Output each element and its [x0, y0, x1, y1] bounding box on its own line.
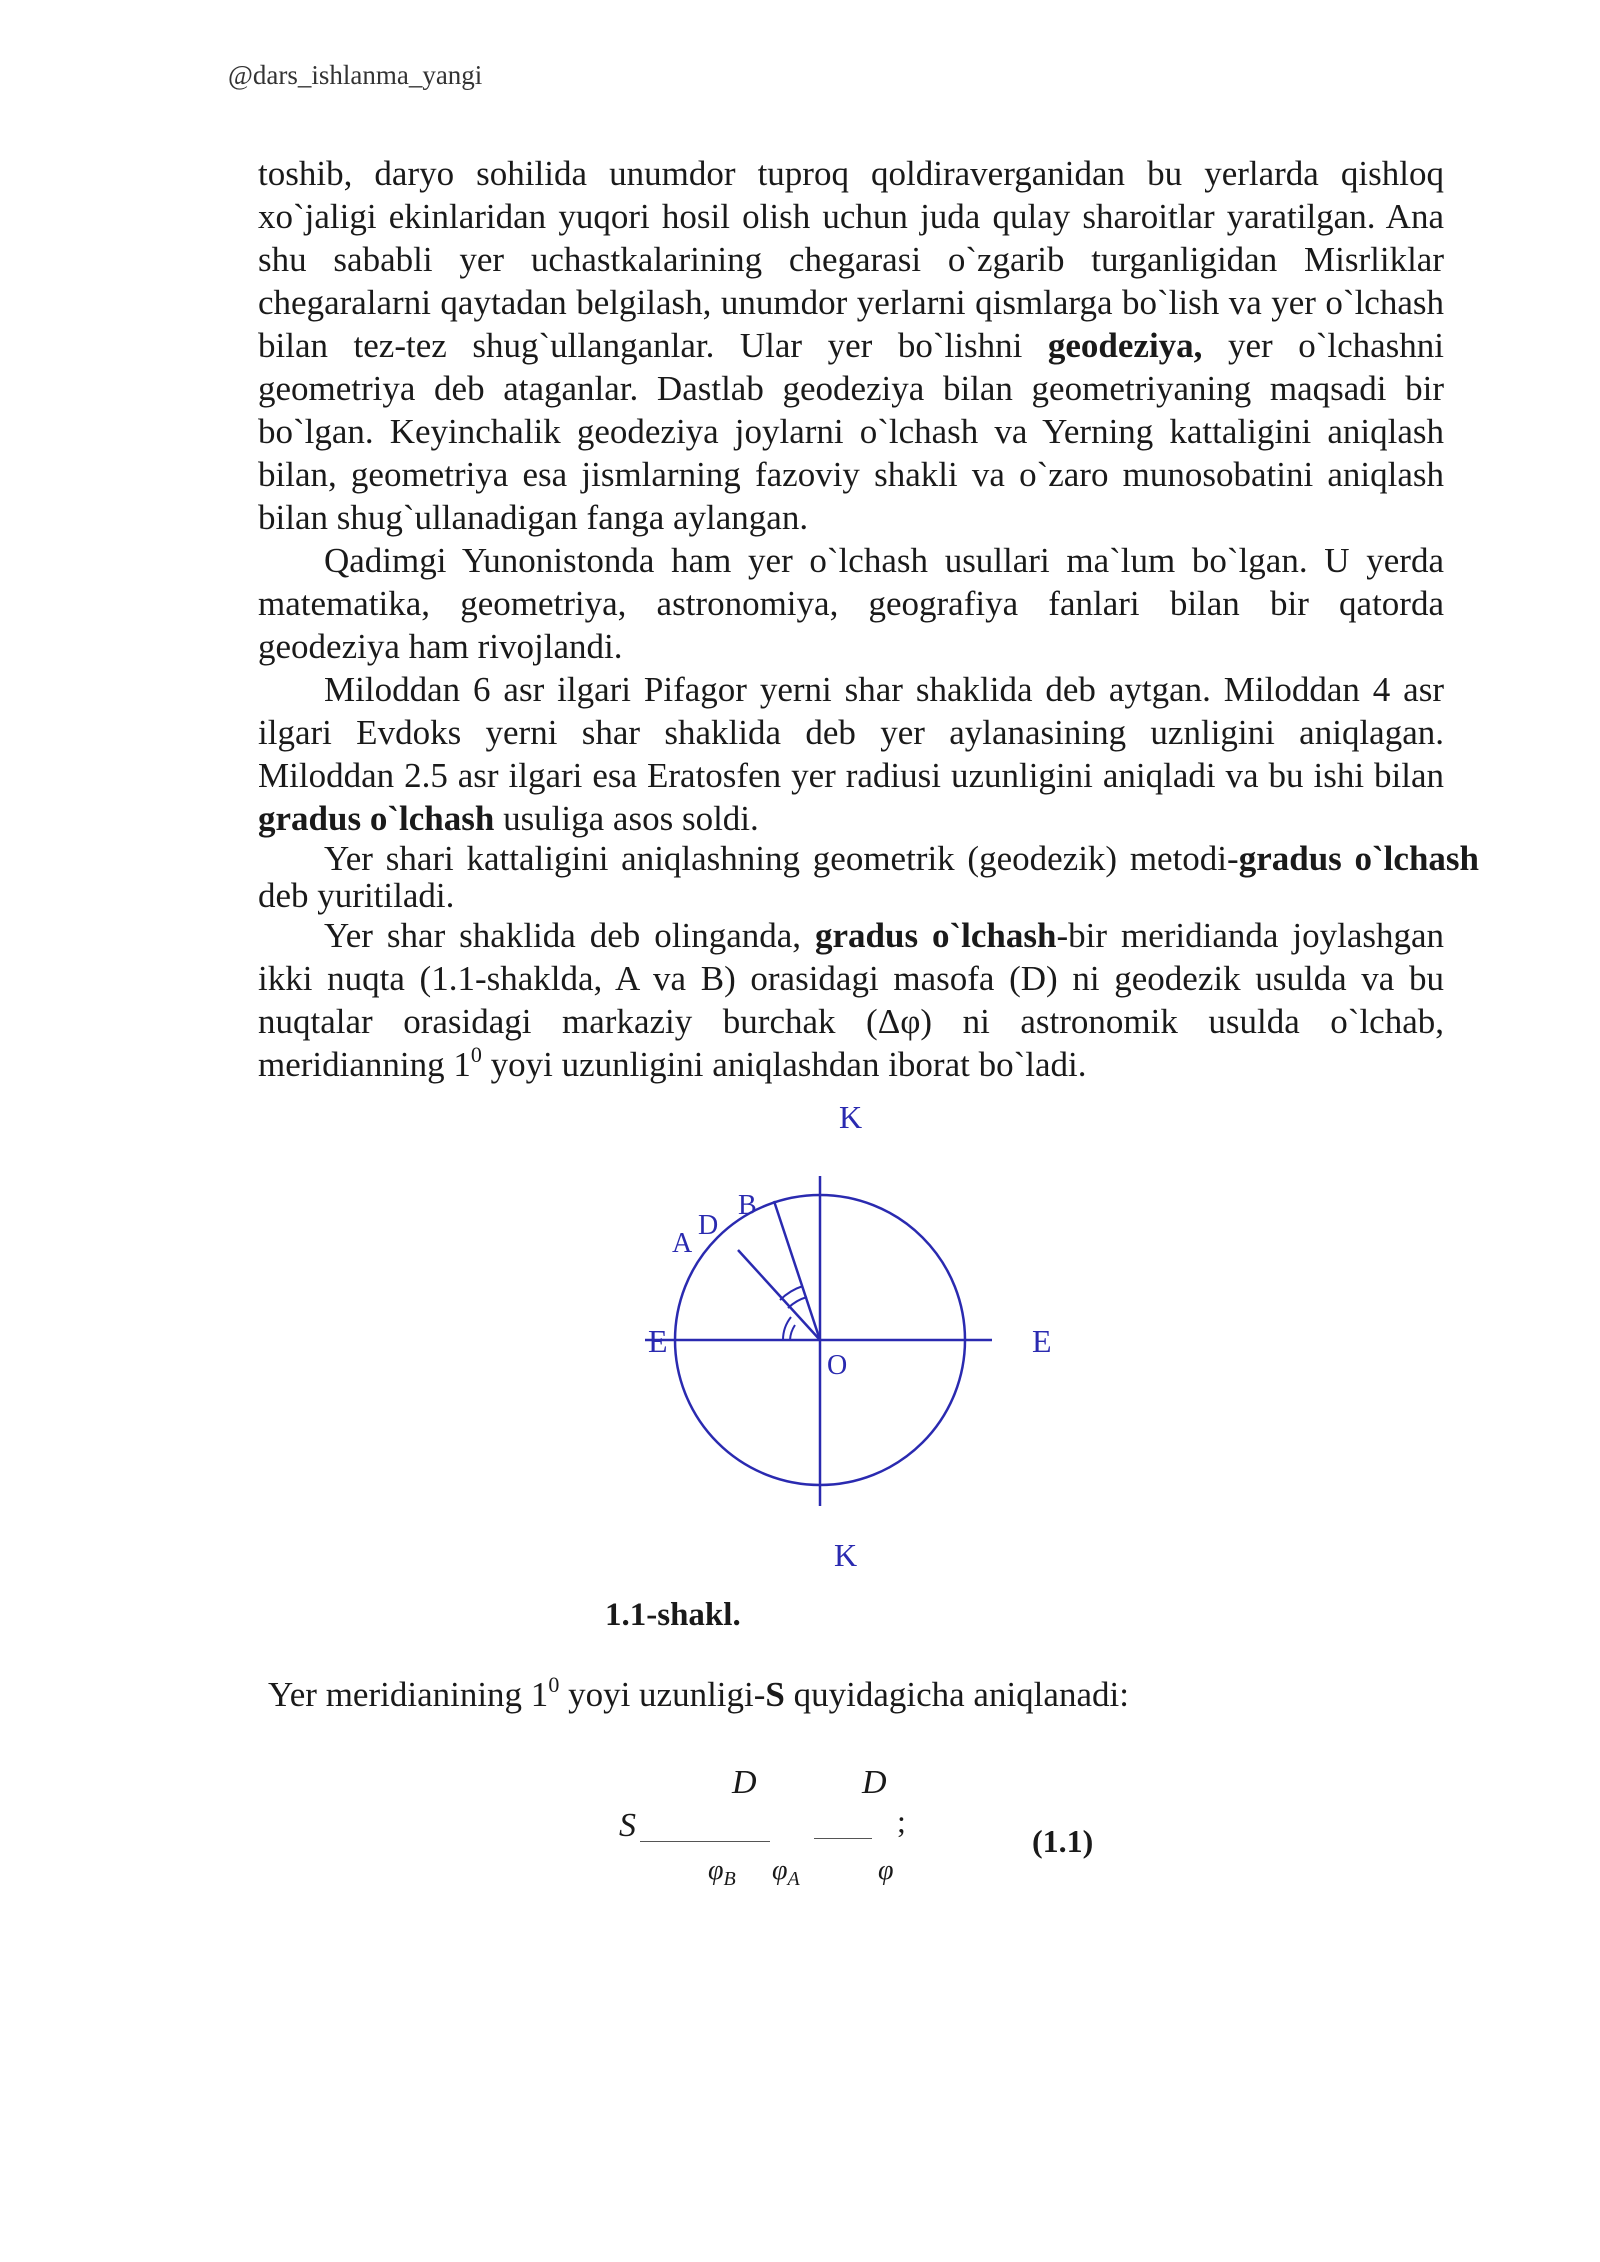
formula-d-numerator-2: D	[862, 1764, 887, 1801]
paragraph-4	[258, 840, 1479, 914]
formula-phi: φ	[878, 1855, 894, 1886]
paragraph-5	[258, 914, 1444, 1086]
label-e-right: E	[1032, 1323, 1052, 1359]
formula-intro-text-2: yoyi uzunligi-	[559, 1675, 766, 1714]
paragraph-4-text: Yer shari kattaligini aniqlashning geometrik (geodezik) metodi-	[324, 839, 1239, 878]
paragraph-2	[258, 539, 1444, 668]
fraction-bar-1	[640, 1841, 770, 1842]
formula-phi-a	[772, 1855, 800, 1891]
term-gradus-olchash-2: gradus o`lchash	[1238, 839, 1479, 878]
paragraph-5-text-mid: -bir meridianda joylashgan ikki nuqta (1.1-shaklda, A va B) orasidagi masofa (D) ni geodezik usulda va bu nuqtalar orasidagi markaziy burchak (Δφ) ni astronomik usulda o`lchab, meridianning 1	[258, 916, 1445, 1084]
formula-intro-degree: 0	[548, 1672, 560, 1697]
paragraph-1	[258, 152, 1444, 539]
formula-intro-text-3: quyidagicha aniqlanadi:	[784, 1675, 1129, 1714]
formula-intro-text: Yer meridianining 1	[268, 1675, 549, 1714]
paragraph-1-text-end: yer o`lchashni geometriya deb ataganlar. Dastlab geodeziya bilan geometriyaning maqsadi bir bo`lgan. Keyinchalik geodeziya joylarni o`lchash va Yerning kattaligini aniqlash bilan, geometriya esa jismlarning fazoviy shakli va o`zaro munosobatini aniqlash bilan shug`ullanadigan fanga aylangan.	[258, 326, 1444, 537]
watermark-header: @dars_ishlanma_yangi	[228, 60, 483, 90]
angle-arc-a-inner	[790, 1325, 795, 1340]
phi-b-subscript: B	[723, 1868, 736, 1890]
degree-superscript: 0	[470, 1042, 482, 1067]
term-gradus-olchash-3: gradus o`lchash	[814, 916, 1057, 955]
formula-d-numerator-1: D	[732, 1764, 757, 1801]
label-e-left: E	[648, 1323, 668, 1359]
term-geodeziya: geodeziya,	[1047, 326, 1203, 365]
label-d: D	[698, 1210, 719, 1241]
label-o: O	[827, 1350, 848, 1381]
meridian-diagram	[620, 1092, 1080, 1582]
meridian-diagram-svg	[620, 1092, 1080, 1582]
phi-a-subscript: A	[787, 1868, 800, 1890]
paragraph-3-text-end: usuliga asos soldi.	[494, 799, 759, 838]
paragraph-3	[258, 668, 1444, 840]
formula-phi-b	[708, 1855, 736, 1891]
paragraph-5-text-end: yoyi uzunligini aniqlashdan iborat bo`ladi.	[481, 1045, 1087, 1084]
label-k-top: K	[839, 1099, 863, 1135]
phi-a-symbol: φ	[772, 1855, 788, 1886]
figure-caption: 1.1-shakl.	[605, 1597, 741, 1633]
angle-arc-b-inner	[788, 1297, 807, 1308]
paragraph-2-text: Qadimgi Yunonistonda ham yer o`lchash usullari ma`lum bo`lgan. U yerda matematika, geometriya, astronomiya, geografiya fanlari bilan bir qatorda geodeziya ham rivojlandi.	[258, 541, 1444, 666]
paragraph-4-text-end: deb yuritiladi.	[258, 876, 455, 915]
paragraph-1-text: toshib, daryo sohilida unumdor tuproq qoldiraverganidan bu yerlarda qishloq xo`jaligi ekinlaridan yuqori hosil olish uchun juda qulay sharoitlar yaratilgan. Ana shu sababli yer uchastkalarining chegarasi o`zgarib turganligidan Misrliklar chegaralarni qaytadan belgilash, unumdor yerlarni qismlarga bo`lish va yer o`lchash bilan tez-tez shug`ullanganlar. Ular yer bo`lishni	[258, 154, 1444, 365]
label-b: B	[738, 1190, 757, 1221]
paragraph-3-text: Miloddan 6 asr ilgari Pifagor yerni shar shaklida deb aytgan. Miloddan 4 asr ilgari Evdoks yerni shar shaklida deb yer aylanasining uznligini aniqlagan. Miloddan 2.5 asr ilgari esa Eratosfen yer radiusi uzunligini aniqladi va bu ishi bilan	[258, 670, 1444, 795]
term-gradus-olchash: gradus o`lchash	[258, 799, 495, 838]
phi-b-symbol: φ	[708, 1855, 724, 1886]
formula-intro	[268, 1672, 1129, 1715]
radius-ob	[774, 1201, 820, 1340]
document-body	[258, 152, 1479, 1086]
angle-arc-b-outer	[780, 1286, 803, 1300]
formula-s: S	[619, 1807, 636, 1844]
radius-oa	[738, 1250, 820, 1340]
formula-intro-s: S	[765, 1675, 785, 1714]
paragraph-5-text: Yer shar shaklida deb olinganda,	[324, 916, 815, 955]
fraction-bar-2	[814, 1838, 872, 1839]
formula-semicolon: ;	[897, 1803, 906, 1839]
label-k-bottom: K	[834, 1537, 858, 1573]
label-a: A	[672, 1228, 693, 1259]
equation-number: (1.1)	[1032, 1823, 1094, 1859]
